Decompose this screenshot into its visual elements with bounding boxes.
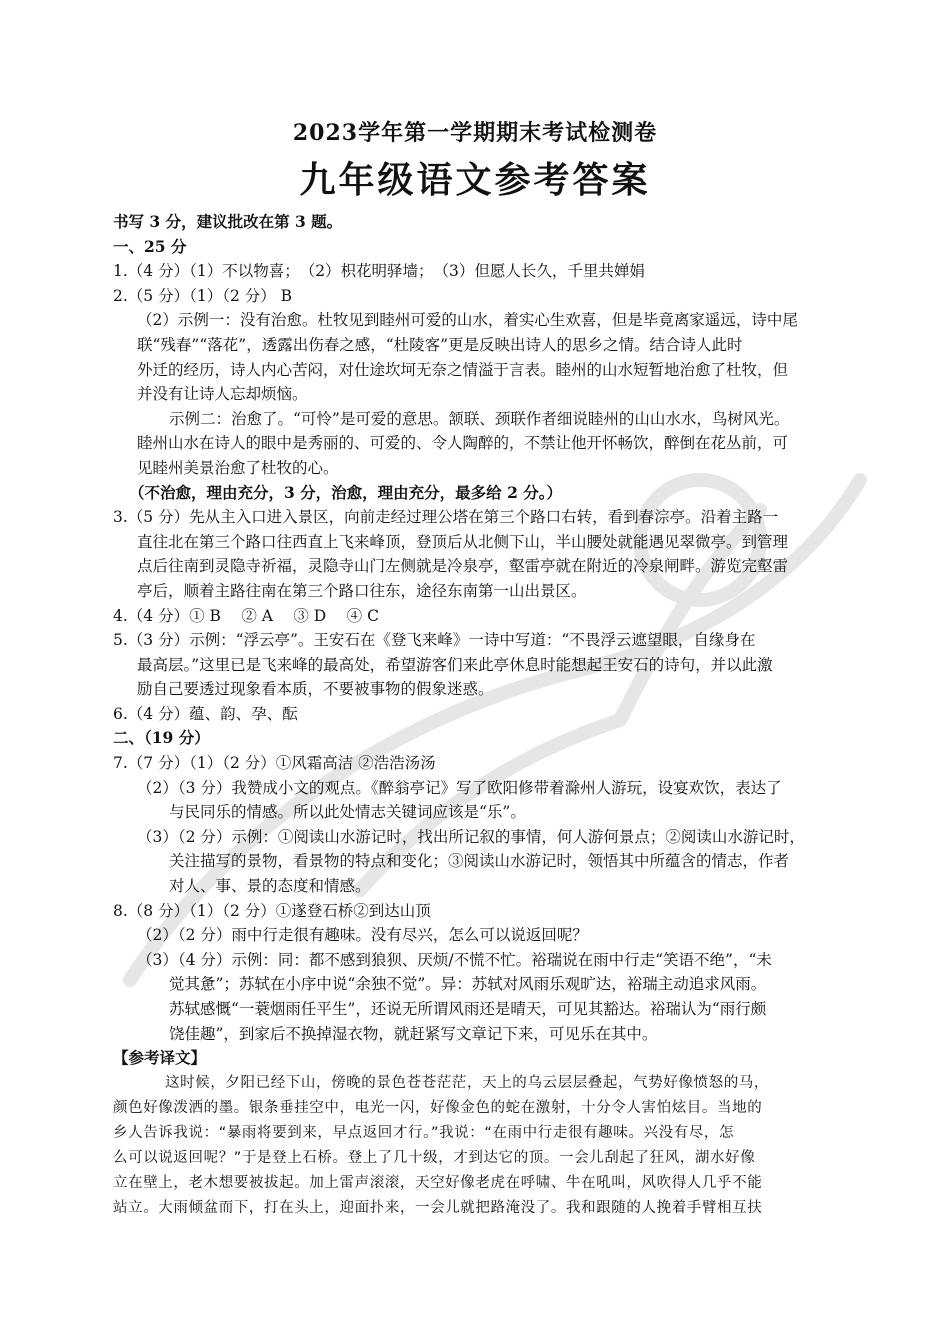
answer-line: 8.（8 分）（1）（2 分）①遂登石桥②到达山顶 <box>113 901 431 920</box>
answer-line: 见睦州美景治愈了杜牧的心。 <box>137 458 339 477</box>
translation-line: 颜色好像泼洒的墨。银条垂挂空中，电光一闪，好像金色的蛇在激射，十分令人害怕炫目。当地的 <box>113 1099 763 1116</box>
answer-line: 联“残春”“落花”，透露出伤春之感，“杜陵客”更是反映出诗人的思乡之情。结合诗人此时 <box>137 335 743 354</box>
answer-line: 励自己要透过现象看本质，不要被事物的假象迷惑。 <box>137 680 494 699</box>
translation-line: 立在壁上，老木想要被拔起。加上雷声滚滚，天空好像老虎在呼啸、牛在吼叫，风吹得人几乎不能 <box>113 1174 763 1191</box>
answer-line: 示例二：治愈了。“可怜”是可爱的意思。颔联、颈联作者细说睦州的山山水水，鸟树风光。 <box>169 409 790 428</box>
answer-line: （2）（3 分）我赞成小文的观点。《醉翁亭记》写了欧阳修带着滁州人游玩，设宴欢饮，表达了 <box>137 778 782 797</box>
answer-line: 2.（5 分）（1）（2 分） B <box>113 286 293 305</box>
answer-line: 亭后，顺着主路往南在第三个路口往东，途径东南第一山出景区。 <box>137 581 587 600</box>
answer-line: 1.（4 分）（1）不以物喜； （2）枳花明驿墙； （3）但愿人长久，千里共婵娟 <box>113 262 645 281</box>
answer-line: 4.（4 分）① B ② A ③ D ④ C <box>113 606 379 625</box>
answer-line: （3）（2 分）示例：①阅读山水游记时，找出所记叙的事情，何人游何景点；②阅读山水游记时， <box>137 827 805 846</box>
answer-line: 最高层。”这里已是飞来峰的最高处，希望游客们来此亭休息时能想起王安石的诗句，并以此激 <box>137 655 773 674</box>
translation-line: 这时候，夕阳已经下山，傍晚的景色苍苍茫茫，天上的乌云层层叠起，气势好像愤怒的马， <box>165 1074 769 1091</box>
exam-title: 2023学年第一学期期末考试检测卷 <box>292 120 658 146</box>
translation-line: 么可以说返回呢？”于是登上石桥。登上了几十级，才到达它的顶。一会儿刮起了狂风，湖水好像 <box>113 1149 756 1166</box>
answer-line: 关注描写的景物，看景物的特点和变化；③阅读山水游记时，领悟其中所蕴含的情志，作者 <box>169 852 790 871</box>
translation-line: 站立。大雨倾盆而下，打在头上，迎面扑来，一会儿就把路淹没了。我和跟随的人挽着手臂相互扶 <box>113 1199 763 1216</box>
section-heading: 二、（19 分） <box>113 728 210 748</box>
answer-line: （2）示例一：没有治愈。杜牧见到睦州可爱的山水，着实心生欢喜，但是毕竟离家遥远，诗中尾 <box>137 311 798 330</box>
scoring-note: （不治愈，理由充分，3 分，治愈，理由充分，最多给 2 分。） <box>129 482 563 502</box>
answer-line: 3.（5 分）先从主入口进入景区，向前走经过理公塔在第三个路口右转，看到春淙亭。沿着主路一 <box>113 508 779 527</box>
answer-line: 并没有让诗人忘却烦恼。 <box>137 385 308 404</box>
answer-line: 直往北在第三个路口往西直上飞来峰顶，登顶后从北侧下山，半山腰处就能遇见翠微亭。到管理 <box>137 532 789 551</box>
answer-line: 饶佳趣”，到家后不换掉湿衣物，就赶紧写文章记下来，可见乐在其中。 <box>169 1024 658 1043</box>
answer-line: 与民同乐的情感。所以此处情志关键词应该是“乐”。 <box>169 803 526 822</box>
answer-key-title: 九年级语文参考答案 <box>299 159 651 201</box>
translation-line: 乡人告诉我说：“暴雨将要到来，早点返回才行。”我说：“在雨中行走很有趣味。兴没有尽，怎 <box>113 1124 735 1141</box>
answer-line: 6.（4 分）蕴、韵、孕、酝 <box>113 704 298 723</box>
answer-line: （2）（2 分）雨中行走很有趣味。没有尽兴，怎么可以说返回呢？ <box>137 926 588 945</box>
answer-line: 5.（3 分）示例：“浮云亭”。王安石在《登飞来峰》一诗中写道：“不畏浮云遮望眼，自缘身在 <box>113 631 756 650</box>
answer-line: （3）（4 分）示例：同：都不感到狼狈、厌烦/不慌不忙。裕瑞说在雨中行走“笑语不绝”，“未 <box>137 950 772 969</box>
answer-line: 睦州山水在诗人的眼中是秀丽的、可爱的、令人陶醉的，不禁让他开怀畅饮，醉倒在花丛前，可 <box>137 434 789 453</box>
answer-line: 外迁的经历，诗人内心苦闷，对仕途坎坷无奈之情溢于言表。睦州的山水短暂地治愈了杜牧，但 <box>137 360 789 379</box>
answer-line: 点后往南到灵隐寺祈福，灵隐寺山门左侧就是冷泉亭，壑雷亭就在附近的冷泉闸畔。游览完壑雷 <box>137 557 789 576</box>
answer-content <box>113 210 843 1221</box>
answer-line: 苏轼感慨“一蓑烟雨任平生”，还说无所谓风雨还是晴天，可见其豁达。裕瑞认为“雨行颇 <box>169 1000 767 1018</box>
answer-line: 觉其惫”；苏轼在小序中说“余独不觉”。异：苏轼对风雨乐观旷达，裕瑞主动追求风雨。 <box>169 975 767 994</box>
section-heading: 一、25 分 <box>113 236 187 256</box>
answer-line: 书写 3 分，建议批改在第 3 题。 <box>113 212 343 231</box>
answer-line: 7.（7 分）（1）（2 分）①风霜高洁 ②浩浩汤汤 <box>113 754 436 773</box>
answer-line: 对人、事、景的态度和情感。 <box>169 877 371 896</box>
translation-heading: 【参考译文】 <box>113 1048 207 1068</box>
